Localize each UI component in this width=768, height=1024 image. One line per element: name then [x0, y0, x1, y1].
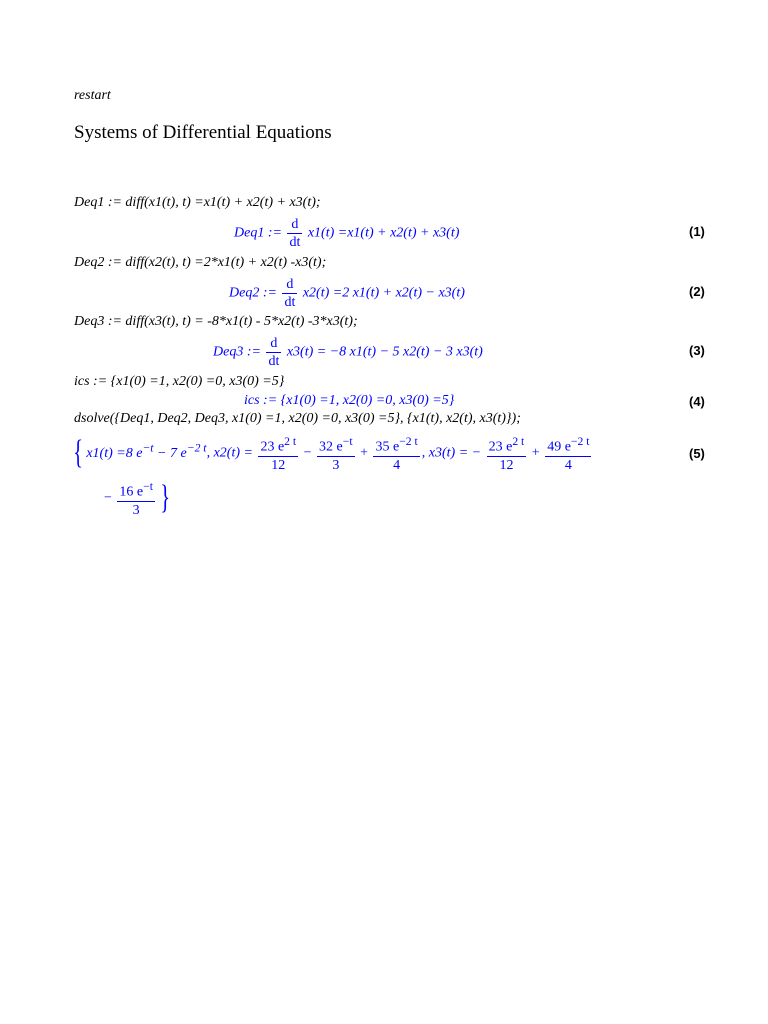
output-deq2-lhs: Deq2 := — [229, 285, 277, 301]
fraction-3-exp: −2 t — [399, 435, 418, 448]
fraction-5-den: 4 — [564, 457, 572, 473]
output-deq3-lhs: Deq3 := — [213, 344, 261, 360]
operator-3: + — [531, 445, 540, 461]
fraction-2-den: 3 — [332, 457, 340, 473]
fraction-3-num: 35 e — [375, 439, 400, 455]
equation-label-4: (4) — [689, 394, 705, 409]
fraction-3-den: 4 — [393, 457, 401, 473]
x1-solution — [86, 440, 207, 461]
d-numerator: d — [287, 216, 302, 234]
x1-exponent-1: −t — [142, 440, 154, 454]
output-deq3-rhs: x3(t) = −8 x1(t) − 5 x2(t) − 3 x3(t) — [286, 344, 483, 360]
d-denominator: dt — [284, 295, 296, 310]
output-deq2-rhs: x2(t) =2 x1(t) + x2(t) − x3(t) — [302, 285, 465, 301]
d-denominator: dt — [268, 354, 280, 369]
derivative-operator — [287, 216, 302, 251]
fraction-4-exp: 2 t — [512, 435, 525, 448]
input-deq1[interactable]: Deq1 := diff(x1(t), t) =x1(t) + x2(t) + x3(t); — [74, 195, 321, 210]
equation-label-2: (2) — [689, 284, 705, 299]
output-deq2 — [229, 276, 465, 311]
fraction-5-num: 49 e — [547, 439, 571, 455]
equation-label-1: (1) — [689, 224, 705, 239]
input-deq2[interactable]: Deq2 := diff(x2(t), t) =2*x1(t) + x2(t) -x3(t); — [74, 255, 327, 270]
fraction-6-den: 3 — [132, 502, 140, 518]
fraction-6 — [117, 478, 155, 519]
derivative-operator — [266, 335, 281, 370]
section-title: Systems of Differential Equations — [74, 122, 332, 143]
output-deq1-lhs: Deq1 := — [234, 225, 282, 241]
fraction-1-exp: 2 t — [284, 435, 297, 448]
fraction-6-exp: −t — [143, 480, 153, 493]
output-deq1-rhs: x1(t) =x1(t) + x2(t) + x3(t) — [307, 225, 460, 241]
output-deq1 — [234, 216, 459, 251]
d-numerator: d — [282, 276, 297, 294]
output-ics: ics := {x1(0) =1, x2(0) =0, x3(0) =5} — [244, 393, 455, 408]
d-numerator: d — [266, 335, 281, 353]
fraction-3 — [373, 433, 419, 474]
input-ics[interactable]: ics := {x1(0) =1, x2(0) =0, x3(0) =5} — [74, 374, 285, 389]
fraction-1-den: 12 — [271, 457, 286, 473]
x1-exponent-2: −2 t — [186, 440, 207, 454]
fraction-2 — [317, 433, 355, 474]
operator-4: − — [104, 490, 112, 506]
fraction-4-den: 12 — [499, 457, 514, 473]
derivative-operator — [282, 276, 297, 311]
input-deq3[interactable]: Deq3 := diff(x3(t), t) = -8*x1(t) - 5*x2(t) -3*x3(t); — [74, 314, 358, 329]
input-dsolve[interactable]: dsolve({Deq1, Deq2, Deq3, x1(0) =1, x2(0) =0, x3(0) =5}, {x1(t), x2(t), x3(t)}); — [74, 411, 521, 426]
operator-1: − — [303, 445, 312, 461]
fraction-4-num: 23 e — [488, 439, 513, 455]
output-dsolve-line1 — [70, 433, 593, 474]
x1-middle: − 7 e — [153, 445, 187, 461]
output-deq3 — [213, 335, 483, 370]
fraction-5-exp: −2 t — [570, 435, 590, 448]
fraction-4 — [487, 433, 527, 474]
fraction-1-num: 23 e — [260, 439, 285, 455]
x3-lhs: , x3(t) = − — [421, 445, 482, 461]
d-denominator: dt — [289, 235, 301, 250]
output-dsolve-line2 — [104, 478, 173, 519]
fraction-2-exp: −t — [342, 435, 353, 448]
equation-label-3: (3) — [689, 343, 705, 358]
x2-lhs: , x2(t) = — [206, 445, 253, 461]
close-brace: } — [160, 479, 170, 517]
open-brace: { — [73, 434, 84, 472]
fraction-2-num: 32 e — [319, 439, 343, 455]
restart-command[interactable]: restart — [74, 88, 111, 103]
equation-label-5: (5) — [689, 446, 705, 461]
fraction-5 — [545, 433, 591, 474]
x1-lhs: x1(t) =8 e — [86, 445, 143, 461]
fraction-1 — [258, 433, 298, 474]
fraction-6-num: 16 e — [119, 484, 144, 500]
operator-2: + — [360, 445, 368, 461]
